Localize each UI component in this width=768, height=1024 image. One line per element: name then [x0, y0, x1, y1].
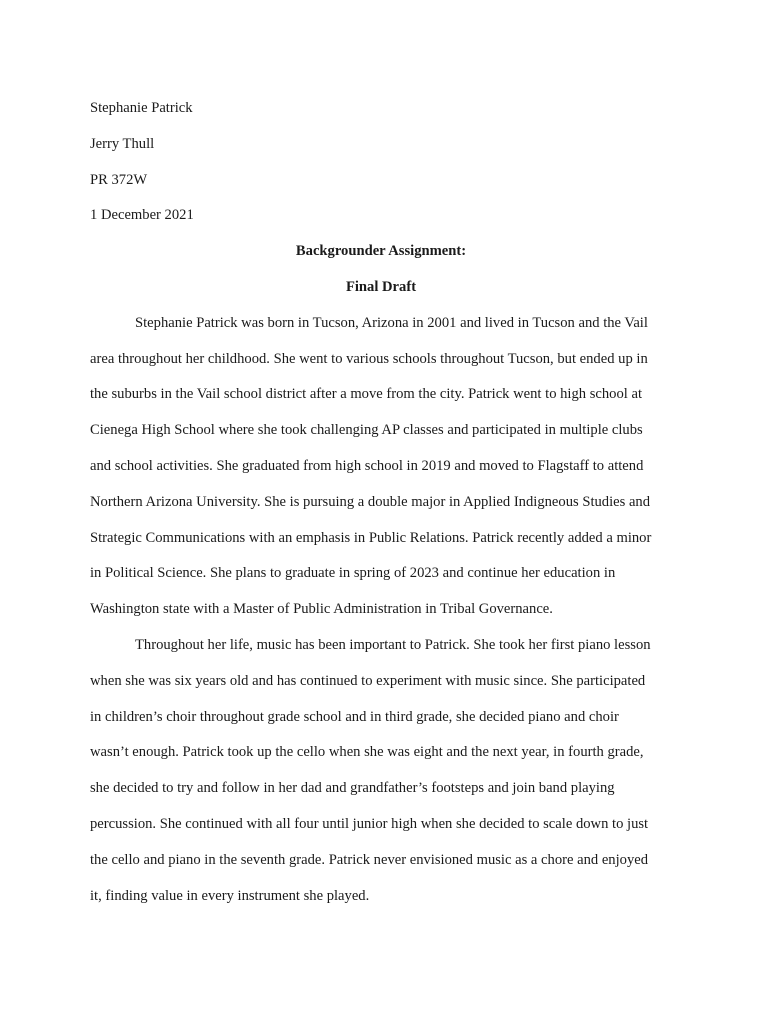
paragraph-music — [90, 628, 672, 914]
paragraph-line: Northern Arizona University. She is pursuing a double major in Applied Indigneous Studies and — [90, 493, 651, 510]
paragraph-line: Cienega High School where she took challenging AP classes and participated in multiple clubs — [90, 422, 643, 439]
paragraph-line: and school activities. She graduated from high school in 2019 and moved to Flagstaff to attend — [90, 457, 644, 474]
paragraph-line: when she was six years old and has continued to experiment with music since. She participated — [90, 672, 646, 689]
document-body — [90, 91, 672, 914]
document-title: Backgrounder Assignment: — [295, 243, 467, 260]
paragraph-line: area throughout her childhood. She went to various schools throughout Tucson, but ended up in — [90, 350, 648, 367]
paragraph-line: it, finding value in every instrument she played. — [90, 887, 370, 904]
paragraph-line: Stephanie Patrick was born in Tucson, Arizona in 2001 and lived in Tucson and the Vail — [135, 314, 648, 331]
paragraph-line: she decided to try and follow in her dad and grandfather’s footsteps and join band playing — [90, 780, 615, 797]
paragraph-line: in children’s choir throughout grade school and in third grade, she decided piano and choir — [90, 708, 619, 725]
paragraph-line: percussion. She continued with all four until junior high when she decided to scale down to just — [90, 815, 649, 832]
paragraph-line: the suburbs in the Vail school district after a move from the city. Patrick went to high school at — [90, 386, 643, 403]
paragraph-line: Washington state with a Master of Public Administration in Tribal Governance. — [90, 601, 553, 618]
document-subtitle: Final Draft — [345, 278, 417, 295]
instructor-name: Jerry Thull — [90, 135, 155, 152]
course-code: PR 372W — [90, 171, 148, 188]
paragraph-background — [90, 306, 672, 628]
paragraph-line: Throughout her life, music has been important to Patrick. She took her first piano lesson — [135, 636, 651, 653]
paragraph-line: Strategic Communications with an emphasis in Public Relations. Patrick recently added a minor — [90, 529, 652, 546]
author-name: Stephanie Patrick — [90, 100, 193, 116]
paragraph-line: wasn’t enough. Patrick took up the cello when she was eight and the next year, in fourth grade, — [90, 744, 644, 761]
paragraph-line: in Political Science. She plans to graduate in spring of 2023 and continue her education in — [90, 565, 616, 582]
paragraph-line: the cello and piano in the seventh grade. Patrick never envisioned music as a chore and enjoyed — [90, 851, 649, 868]
document-date: 1 December 2021 — [90, 207, 194, 224]
